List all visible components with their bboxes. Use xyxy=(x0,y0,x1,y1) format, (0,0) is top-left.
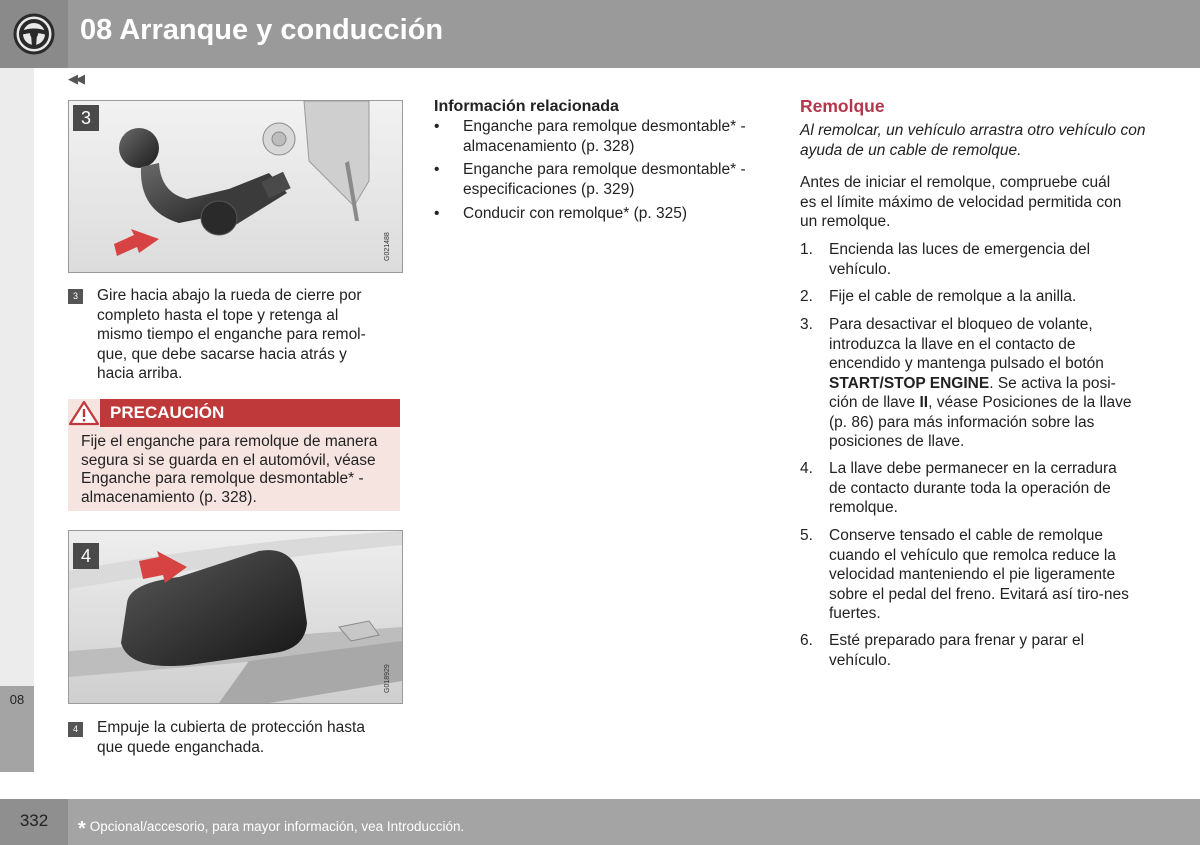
step-4-text: Empuje la cubierta de protección hasta que quede enganchada. xyxy=(97,719,365,756)
related-info-title: Información relacionada xyxy=(434,98,619,115)
figure-protective-cover xyxy=(68,530,403,704)
step-text xyxy=(829,315,1134,452)
caution-box xyxy=(68,399,400,511)
footnote xyxy=(78,814,465,840)
caution-header xyxy=(68,399,400,427)
caution-icon-box xyxy=(68,399,100,427)
footnote-text: Opcional/accesorio, para mayor información, vea Introducción. xyxy=(89,819,465,834)
bullet: • xyxy=(434,118,440,135)
page-footer xyxy=(0,799,1200,845)
step-text: Encienda las luces de emergencia del vehículo. xyxy=(829,241,1091,278)
figure-tow-hitch-removal xyxy=(68,100,403,273)
step-number: 5. xyxy=(800,527,813,544)
caution-title: PRECAUCIÓN xyxy=(110,403,225,422)
step-number: 2. xyxy=(800,288,813,305)
figure-number-badge: 3 xyxy=(73,105,99,131)
step-badge: 4 xyxy=(68,722,83,737)
warning-triangle-icon xyxy=(68,399,100,427)
figure-code: G018929 xyxy=(384,664,391,693)
step-badge: 3 xyxy=(68,289,83,304)
figure-number-badge: 4 xyxy=(73,543,99,569)
bullet: • xyxy=(434,161,440,178)
left-margin-strip xyxy=(0,68,34,686)
page-number: 332 xyxy=(19,811,49,830)
section-intro: Al remolcar, un vehículo arrastra otro vehículo con ayuda de un cable de remolque. xyxy=(800,122,1146,159)
start-stop-engine-label: START/STOP ENGINE xyxy=(829,374,990,392)
related-item-link[interactable]: Conducir con remolque* (p. 325) xyxy=(463,205,688,222)
page-header xyxy=(0,0,1200,68)
bullet: • xyxy=(434,205,440,222)
step-text: Esté preparado para frenar y parar el vehículo. xyxy=(829,632,1085,669)
footnote-asterisk: * xyxy=(78,818,86,840)
tow-hitch-illustration xyxy=(69,101,402,272)
key-position-label: II xyxy=(919,394,929,411)
steering-wheel-icon xyxy=(0,0,68,68)
section-title: Remolque xyxy=(800,96,885,116)
section-paragraph: Antes de iniciar el remolque, compruebe cuál es el límite máximo de velocidad permitida con un remolque. xyxy=(800,174,1122,230)
chapter-title: 08 Arranque y conducción xyxy=(80,14,444,46)
step-text-part: Para desactivar el bloqueo de volante, introduzca la llave en el contacto de encendido y mantenga pulsado el botón xyxy=(829,316,1104,372)
step-3-text: Gire hacia abajo la rueda de cierre por completo hasta el tope y retenga al mismo tiempo el enganche para remol-que, que debe sacarse hacia atrás y hacia arriba. xyxy=(97,287,366,382)
step-number: 1. xyxy=(800,241,813,258)
related-item-link[interactable]: Enganche para remolque desmontable* - almacenamiento (p. 328) xyxy=(463,118,746,155)
step-text: Fije el cable de remolque a la anilla. xyxy=(829,288,1077,305)
header-icon-box xyxy=(0,0,68,68)
figure-code: G021488 xyxy=(384,232,391,261)
step-number: 6. xyxy=(800,632,813,649)
chapter-tab[interactable] xyxy=(0,686,34,772)
step-number: 4. xyxy=(800,460,813,477)
page-number-box xyxy=(0,799,68,845)
back-navigation-icon[interactable]: ◀◀ xyxy=(68,71,82,86)
step-text-part: , véase Posiciones de la llave (p. 86) para más información sobre las posiciones de llave. xyxy=(829,394,1132,450)
step-number: 3. xyxy=(800,316,813,333)
step-text: La llave debe permanecer en la cerradura de contacto durante toda la operación de remolque. xyxy=(829,460,1117,516)
step-text: Conserve tensado el cable de remolque cuando el vehículo que remolca reduce la velocidad manteniendo el pie ligeramente sobre el pedal del freno. Evitará así tiro-nes fuertes. xyxy=(829,527,1129,622)
step-text-part: . Se activa la posi-ción de llave xyxy=(829,374,1116,411)
related-item-link[interactable]: Enganche para remolque desmontable* - especificaciones (p. 329) xyxy=(463,161,746,198)
protective-cover-illustration xyxy=(69,531,402,703)
caution-text: Fije el enganche para remolque de manera segura si se guarda en el automóvil, véase Enganche para remolque desmontable* - almacenamiento (p. 328). xyxy=(81,433,378,506)
chapter-tab-label: 08 xyxy=(9,692,25,707)
